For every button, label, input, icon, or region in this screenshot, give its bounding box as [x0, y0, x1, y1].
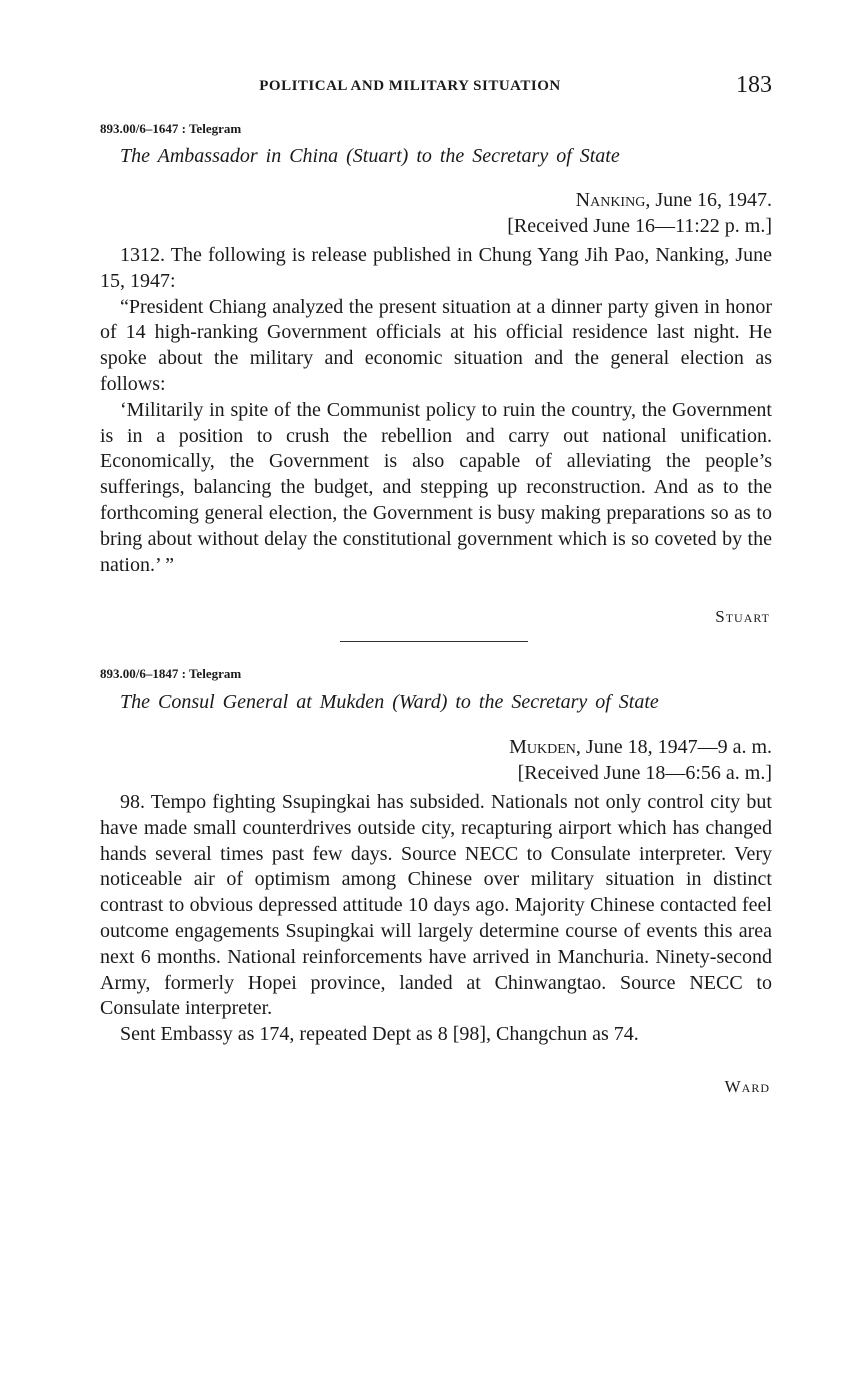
dateline-place: Nanking	[575, 189, 646, 211]
dateline-place: Mukden	[509, 736, 576, 758]
body-paragraph: Sent Embassy as 174, repeated Dept as 8 [98], Changchun as 74.	[120, 1023, 639, 1046]
running-head	[100, 72, 772, 102]
body-paragraph: “President Chiang analyzed the present situation at a dinner party given in honor of 14 high-ranking Government officials at his official residence last night. He spoke about the military and economic situation and the general election as follows:	[100, 295, 772, 395]
dateline-date: , June 18, 1947—9 a. m.	[575, 736, 772, 758]
file-reference: 893.00/6–1847 : Telegram	[100, 666, 242, 681]
document-title: The Ambassador in China (Stuart) to the Secretary of State	[120, 145, 620, 167]
document-body	[100, 790, 772, 1048]
received-line: [Received June 18—6:56 a. m.]	[517, 762, 772, 784]
page-number: 183	[736, 72, 772, 98]
dateline	[507, 187, 772, 239]
dateline-date: , June 16, 1947.	[645, 189, 772, 211]
file-reference: 893.00/6–1647 : Telegram	[100, 121, 242, 136]
received-line: [Received June 16—11:22 p. m.]	[507, 215, 772, 237]
document-title: The Consul General at Mukden (Ward) to the Secretary of State	[120, 691, 659, 713]
dateline	[509, 734, 772, 786]
signature: Stuart	[715, 607, 770, 626]
body-paragraph: ‘Militarily in spite of the Communist policy to ruin the country, the Government is in a position to crush the rebellion and carry out national unification. Economically, the Government is also capable of alleviating the people’s sufferings, balancing the budget, and stepping up reconstruction. And as to the forthcoming general election, the Government is busy making preparations so as to bring about without delay the constitutional government which is so coveted by the nation.’ ”	[100, 398, 772, 576]
document-body	[100, 243, 772, 578]
signature: Ward	[724, 1077, 770, 1096]
body-paragraph: 1312. The following is release published in Chung Yang Jih Pao, Nanking, June 15, 1947:	[100, 244, 772, 292]
running-title: POLITICAL AND MILITARY SITUATION	[259, 78, 561, 94]
section-divider	[340, 641, 528, 642]
body-paragraph: 98. Tempo fighting Ssupingkai has subsided. Nationals not only control city but have made small counterdrives outside city, recapturing airport which has changed hands several times past few days. Source NECC to Consulate interpreter. Very noticeable air of optimism among Chinese over military situation in distinct contrast to obvious depressed attitude 10 days ago. Majority Chinese contacted feel outcome engagements Ssupingkai will largely determine course of events this area next 6 months. National reinforcements have arrived in Manchuria. Ninety-second Army, formerly Hopei province, landed at Chinwangtao. Source NECC to Consulate interpreter.	[100, 791, 772, 1020]
